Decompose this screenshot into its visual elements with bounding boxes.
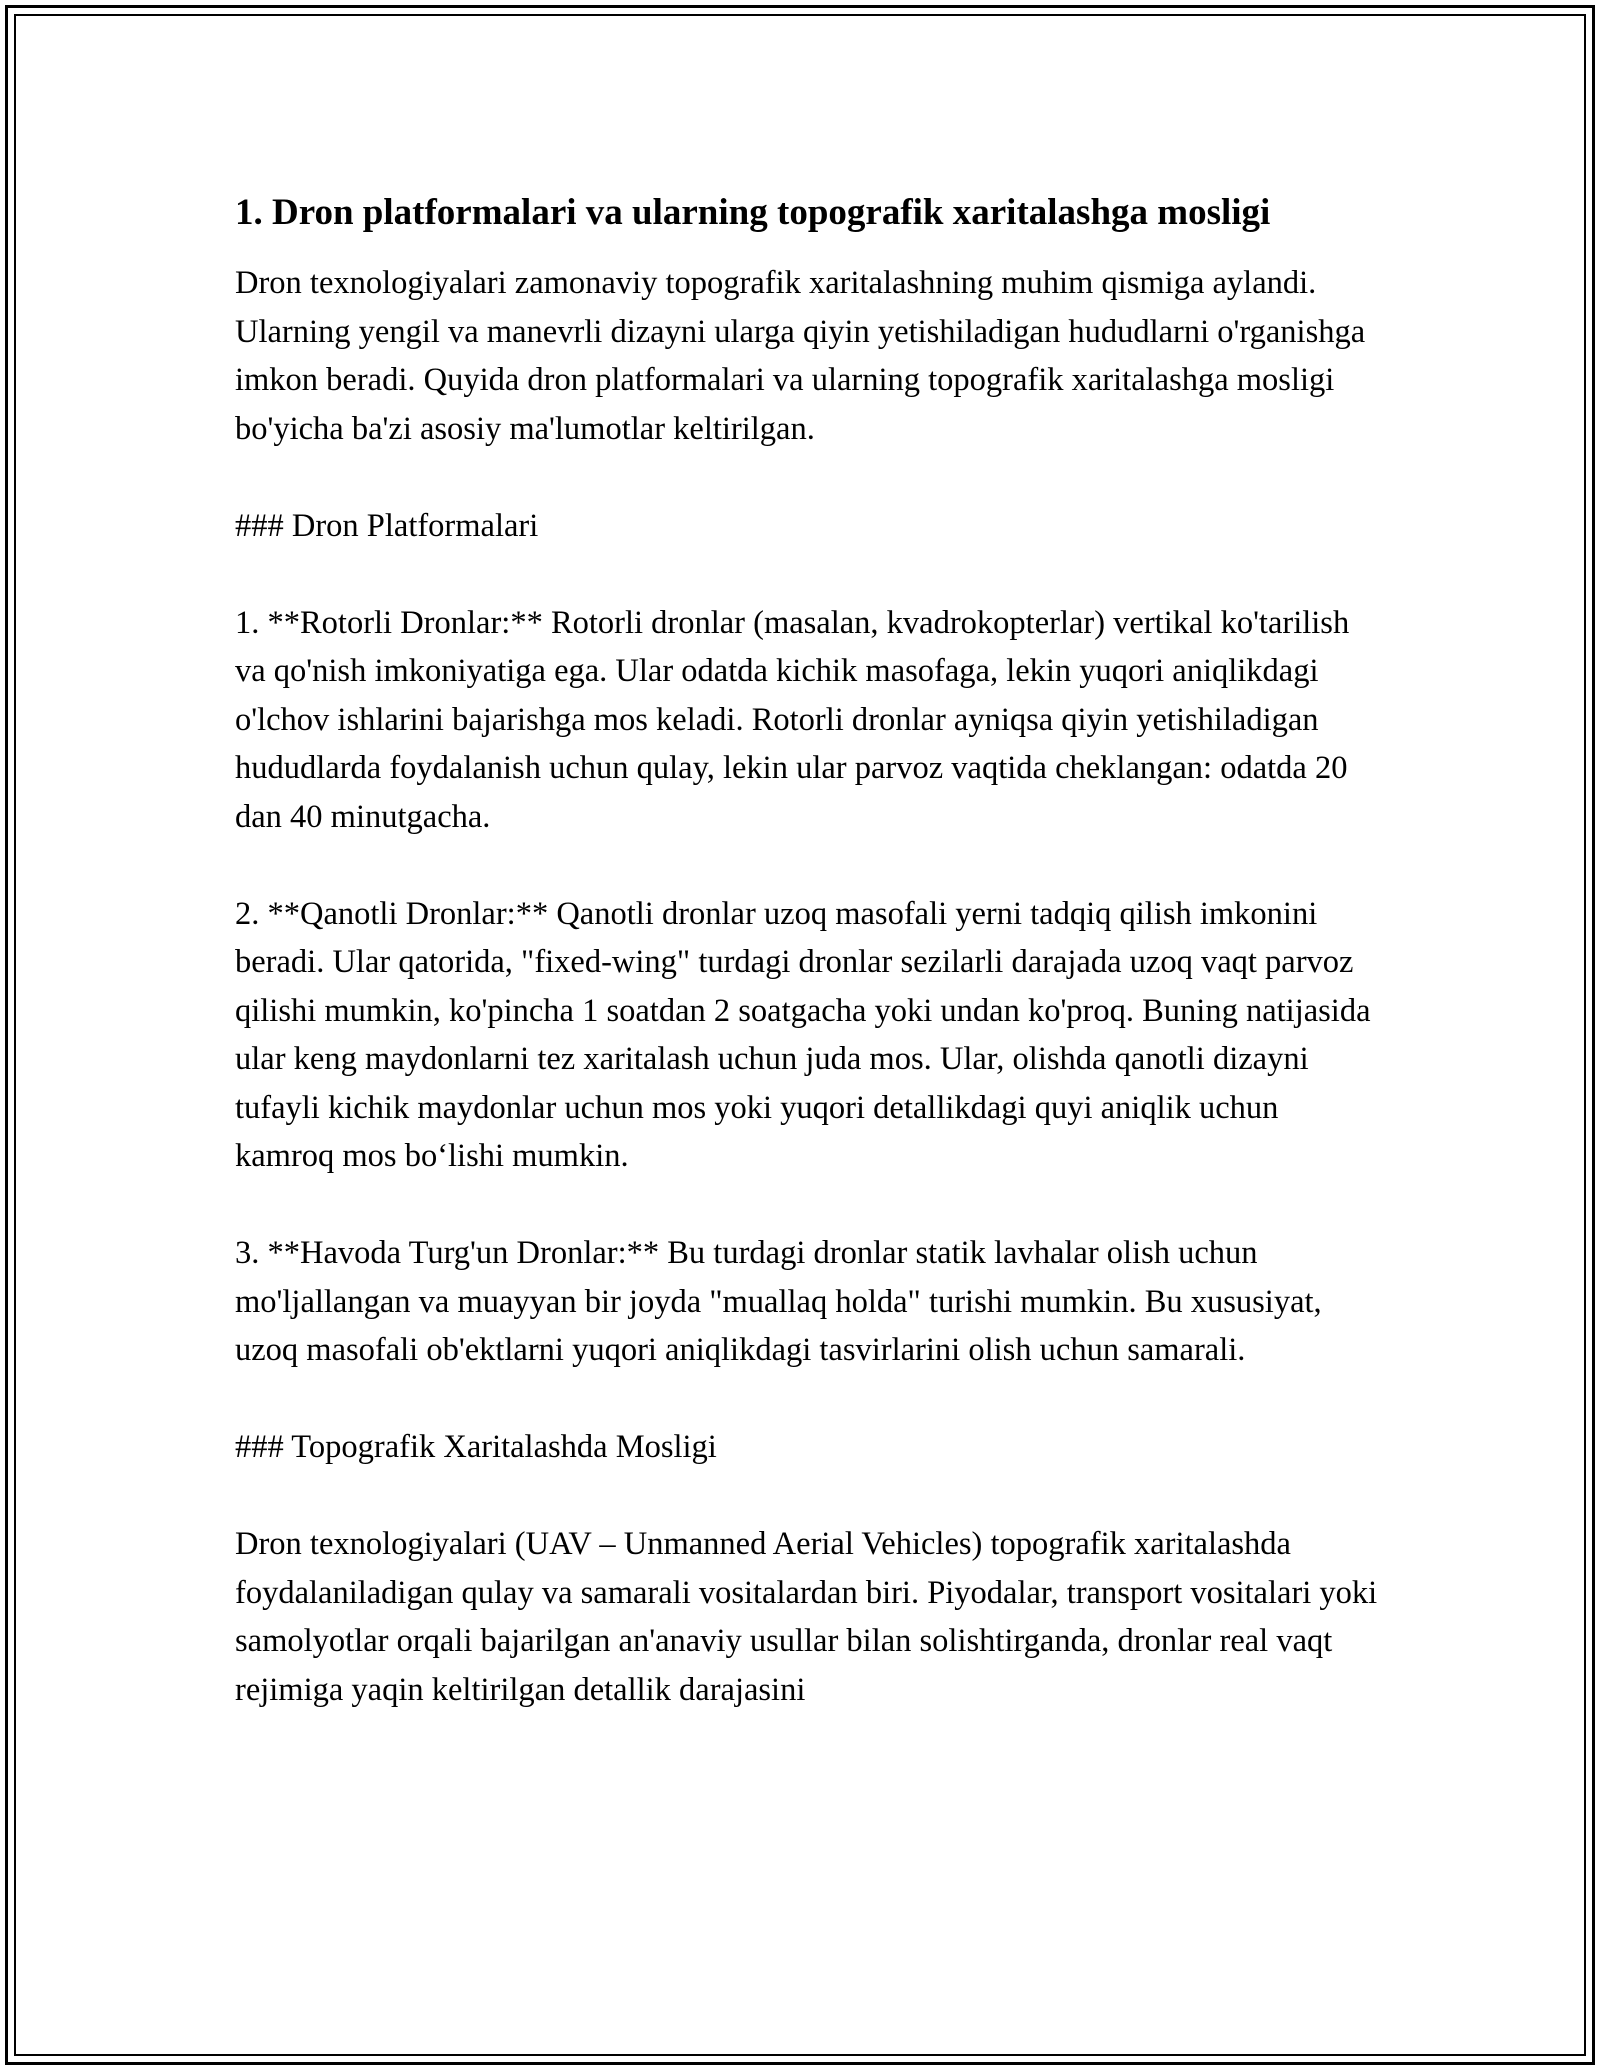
- paragraph-hovering-drones: 3. **Havoda Turg'un Dronlar:** Bu turdagi dronlar statik lavhalar olish uchun mo'ljallangan va muayyan bir joyda "muallaq holda" turishi mumkin. Bu xususiyat, uzoq masofali ob'ektlarni yuqori aniqlikdagi tasvirlarini olish uchun samarali.: [235, 1235, 1322, 1368]
- document-body: [235, 185, 1385, 1714]
- paragraph-fixed-wing-drones: 2. **Qanotli Dronlar:** Qanotli dronlar uzoq masofali yerni tadqiq qilish imkonini beradi. Ular qatorida, "fixed-wing" turdagi dronlar sezilarli darajada uzoq vaqt parvoz qilishi mumkin, ko'pincha 1 soatdan 2 soatgacha yoki undan ko'proq. Buning natijasida ular keng maydonlarni tez xaritalash uchun juda mos. Ular, olishda qanotli dizayni tufayli kichik maydonlar uchun mos yoki yuqori detallikdagi quyi aniqlik uchun kamroq mos bo‘lishi mumkin.: [235, 895, 1371, 1174]
- paragraph-suitability: Dron texnologiyalari (UAV – Unmanned Aerial Vehicles) topografik xaritalashda foydalaniladigan qulay va samarali vositalardan biri. Piyodalar, transport vositalari yoki samolyotlar orqali bajarilgan an'anaviy usullar bilan solishtirganda, dronlar real vaqt rejimiga yaqin keltirilgan detallik darajasini: [235, 1526, 1378, 1708]
- section-heading-suitability: ### Topografik Xaritalashda Mosligi: [235, 1429, 717, 1465]
- intro-paragraph: Dron texnologiyalari zamonaviy topografik xaritalashning muhim qismiga aylandi. Ularning yengil va manevrli dizayni ularga qiyin yetishiladigan hududlarni o'rganishga imkon beradi. Quyida dron platformalari va ularning topografik xaritalashga mosligi bo'yicha ba'zi asosiy ma'lumotlar keltirilgan.: [235, 265, 1366, 447]
- document-title: 1. Dron platformalari va ularning topografik xaritalashga mosligi: [235, 192, 1271, 233]
- paragraph-rotor-drones: 1. **Rotorli Dronlar:** Rotorli dronlar (masalan, kvadrokopterlar) vertikal ko'tarilish va qo'nish imkoniyatiga ega. Ular odatda kichik masofaga, lekin yuqori aniqlikdagi o'lchov ishlarini bajarishga mos keladi. Rotorli dronlar ayniqsa qiyin yetishiladigan hududlarda foydalanish uchun qulay, lekin ular parvoz vaqtida cheklangan: odatda 20 dan 40 minutgacha.: [235, 604, 1350, 835]
- section-heading-platforms: ### Dron Platformalari: [235, 507, 539, 544]
